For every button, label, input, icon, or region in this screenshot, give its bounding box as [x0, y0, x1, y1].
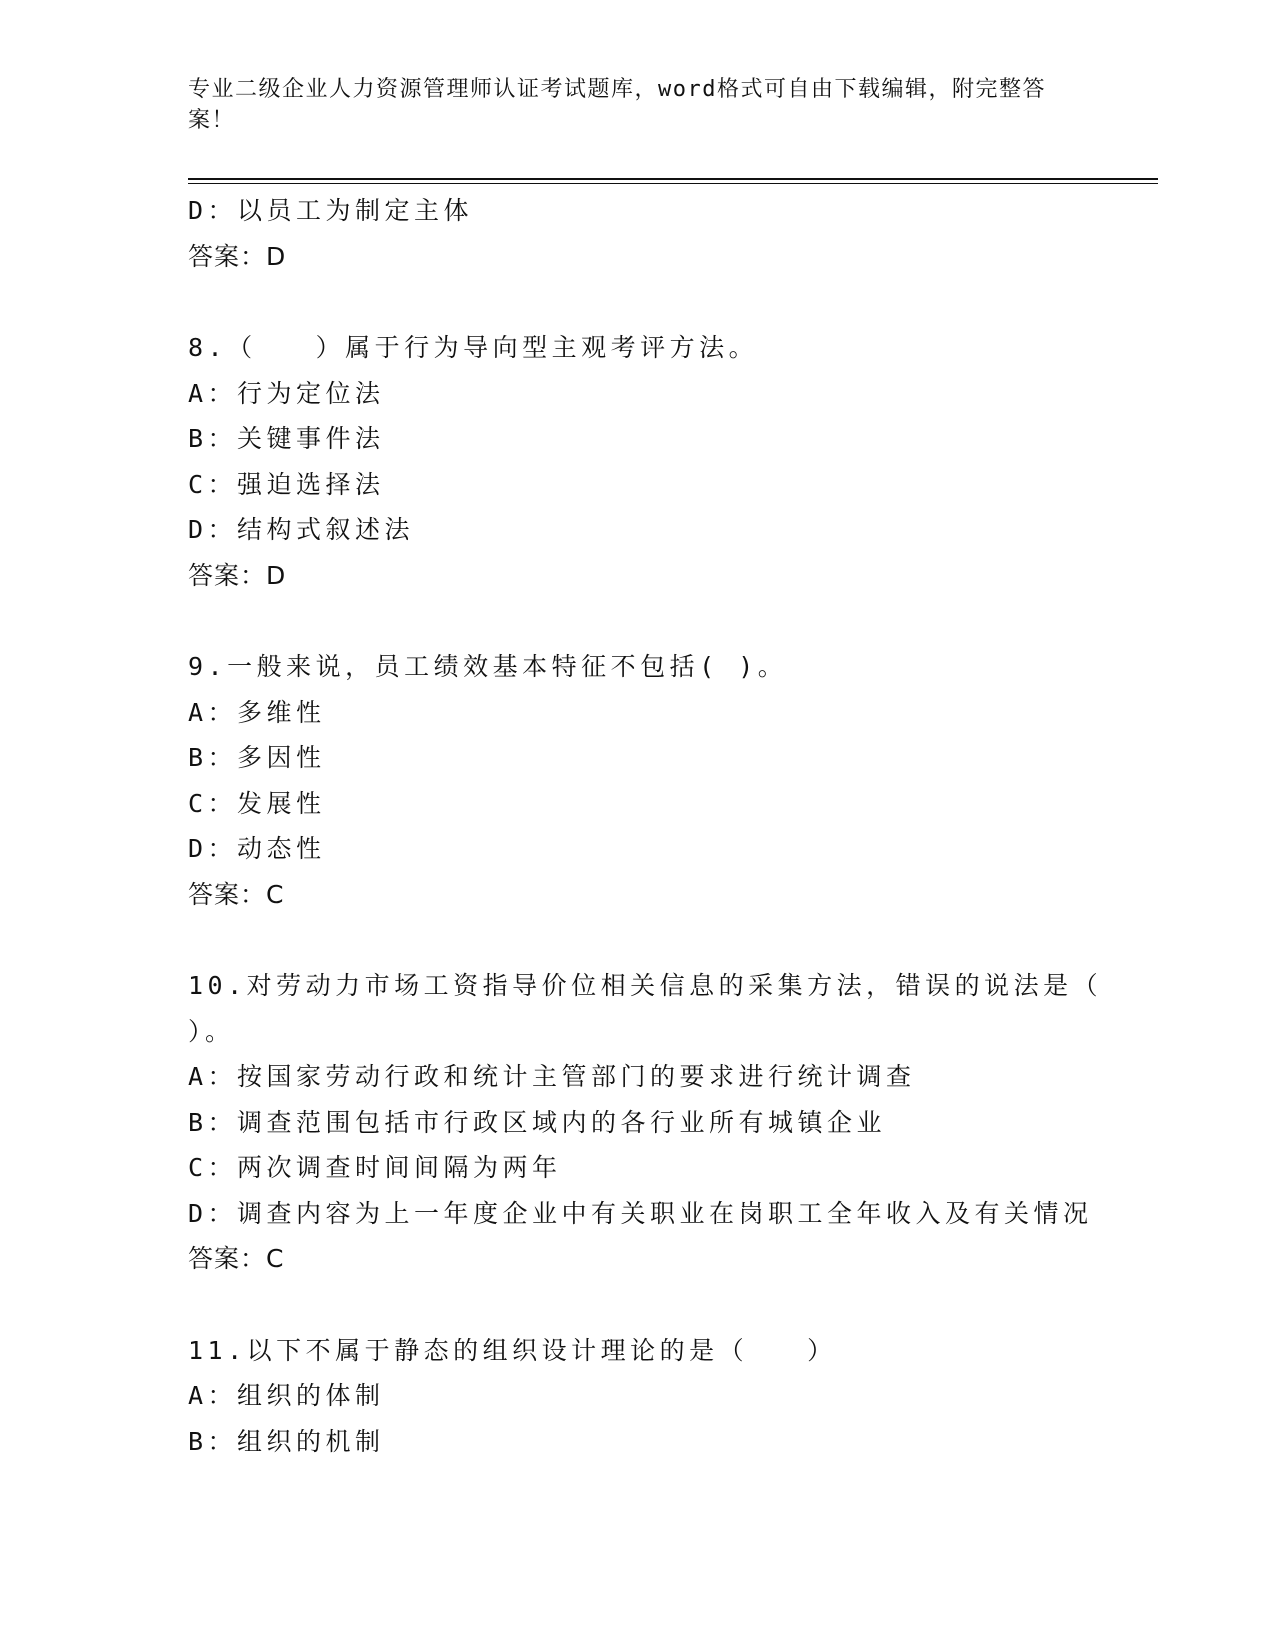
option-b: B：多因性: [188, 743, 326, 772]
question-9: [188, 644, 1088, 917]
question-stem-line-1: 10.对劳动力市场工资指导价位相关信息的采集方法，错误的说法是（: [188, 971, 1103, 1000]
question-8: [188, 325, 1088, 598]
question-stem: 9.一般来说，员工绩效基本特征不包括( )。: [188, 652, 788, 681]
option-c: C：两次调查时间间隔为两年: [188, 1153, 562, 1182]
option-a: A：组织的体制: [188, 1381, 385, 1410]
question-stem: 8.（ ）属于行为导向型主观考评方法。: [188, 333, 759, 362]
answer: 答案：C: [188, 879, 285, 909]
option-d: D：结构式叙述法: [188, 515, 415, 544]
option-b: B：调查范围包括市行政区域内的各行业所有城镇企业: [188, 1107, 887, 1137]
question-10: [188, 963, 1103, 1282]
option-c: C：强迫选择法: [188, 469, 385, 499]
option-a: A：多维性: [188, 697, 326, 727]
question-11: [188, 1328, 1088, 1465]
header-divider-thin: [188, 183, 1158, 184]
question-list: [188, 188, 1103, 1464]
header-text: 专业二级企业人力资源管理师认证考试题库，word格式可自由下载编辑，附完整答案！: [188, 77, 1046, 133]
question-stem-line-2: ）。: [188, 1016, 235, 1046]
document-header: [188, 74, 1088, 136]
answer: 答案：D: [188, 241, 287, 271]
option-a: A：按国家劳动行政和统计主管部门的要求进行统计调查: [188, 1062, 916, 1091]
option-d: D：以员工为制定主体: [188, 196, 474, 225]
question-stem: 11.以下不属于静态的组织设计理论的是（ ）: [188, 1335, 837, 1365]
option-d: D：动态性: [188, 834, 326, 863]
option-b: B：关键事件法: [188, 424, 385, 453]
answer: 答案：D: [188, 560, 287, 590]
header-divider-thick: [188, 178, 1158, 180]
option-b: B：组织的机制: [188, 1426, 385, 1456]
answer: 答案：C: [188, 1244, 285, 1273]
option-d: D：调查内容为上一年度企业中有关职业在岗职工全年收入及有关情况: [188, 1198, 1093, 1228]
option-a: A：行为定位法: [188, 378, 385, 408]
option-c: C：发展性: [188, 788, 326, 818]
